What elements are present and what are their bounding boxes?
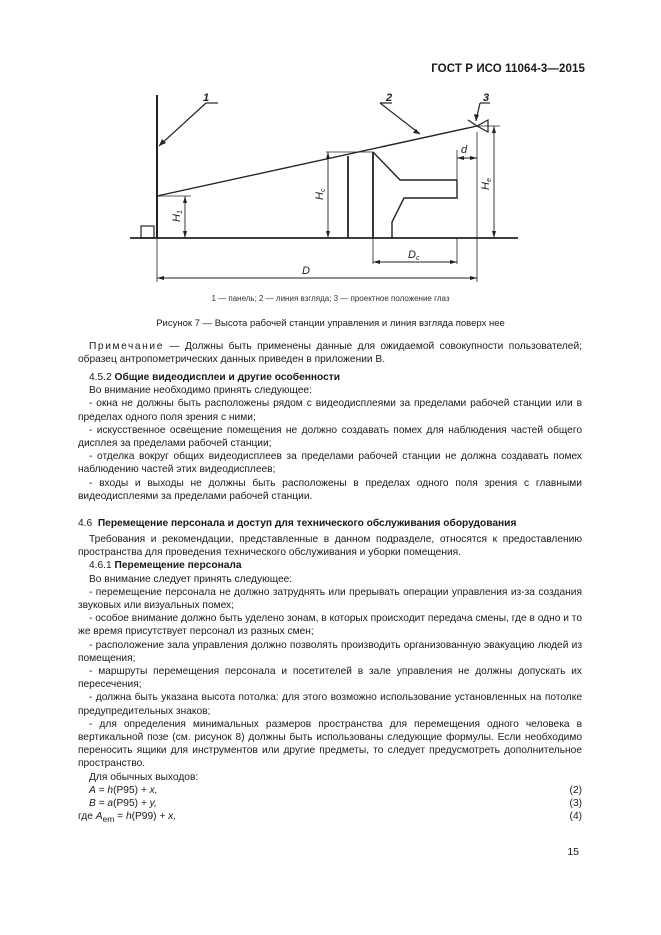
- exits-intro: Для обычных выходов:: [89, 771, 199, 783]
- formula-2-number: (2): [569, 784, 582, 796]
- callout-1: 1: [203, 92, 210, 104]
- he-label: He: [480, 178, 493, 190]
- formula-3-number: (3): [569, 798, 582, 810]
- sight-line: [157, 126, 477, 196]
- figure-legend: 1 — панель; 2 — линия взгляда; 3 — проектное положение глаз: [211, 294, 450, 303]
- s461-intro: Во внимание следует принять следующее:: [89, 573, 293, 585]
- dc-label: Dc: [408, 249, 420, 262]
- formula-2: A = h(P95) + x, (2): [89, 784, 582, 796]
- note-block: [78, 340, 582, 366]
- console-leg: [392, 180, 457, 238]
- floor-block: [141, 226, 154, 238]
- s452-item-3: - отделка вокруг общих видеодисплеев за пределами рабочей станции не должна создавать помех наблюдению частей этих видеодисплеев;: [78, 451, 582, 476]
- console-top: [373, 152, 457, 180]
- s452-intro: Во внимание необходимо принять следующее:: [89, 385, 312, 397]
- callout-2: 2: [386, 92, 393, 104]
- D-label: D: [302, 265, 310, 277]
- s461-item-1: - перемещение персонала не должно затруднять или прерывать операции управления из-за создания звуковых или визуальных помех;: [78, 586, 582, 612]
- document-id: ГОСТ Р ИСО 11064-3—2015: [431, 63, 585, 75]
- page-number: 15: [567, 846, 579, 858]
- s461-item-5: - должна быть указана высота потолка: для этого возможно использование установленных на потолке предупредительных знаков;: [78, 692, 582, 717]
- callout-3: 3: [483, 92, 490, 104]
- s461-item-2: - особое внимание должно быть уделено зонам, в которых происходит передача смены, где в одно и то же время присутствует персонал из разных смен;: [78, 613, 582, 638]
- heading-4-6-1: 4.6.1 Перемещение персонала: [89, 560, 242, 572]
- s461-item-6: - для определения минимальных размеров пространства для перемещения одного человека в вертикальной позе (см. рисунок 8) должны быть использованы следующие формулы. Если необходимо переносить ящики для инструментов или другие предметы, то следует предусмотреть дополнительное пространство.: [78, 718, 582, 770]
- formula-3: B = a(P95) + y, (3): [89, 798, 582, 810]
- note-paragraph: Примечание — Должны быть применены данные для ожидаемой совокупности пользователей; образец антропометрических данных приведен в приложении В.: [78, 341, 582, 366]
- note-text: Должны быть применены данные для ожидаемой совокупности пользователей; образец антропометрических данных приведен в приложении В.: [78, 341, 582, 366]
- formula-4-number: (4): [569, 811, 582, 823]
- s46-text: Требования и рекомендации, представленные в данном подразделе, относятся к предоставлению пространства для проведения технического обслуживания и уборки помещения.: [78, 534, 582, 559]
- s452-item-1: - окна не должны быть расположены рядом с видеодисплеями за пределами рабочей станции или в пределах одного поля зрения с ними;: [78, 398, 582, 423]
- section-4-5-2: [78, 371, 582, 503]
- formula-4: где $A_{em} = h(P99) + x$, (4): [78, 811, 582, 825]
- hc-label: Hc: [314, 188, 327, 200]
- leader-2: [380, 103, 420, 134]
- s452-item-4: - входы и выходы не должны быть расположены в пределах одного поля зрения с главными видеодисплеями за пределами рабочей станции.: [78, 477, 582, 502]
- d-label: d: [461, 144, 468, 156]
- h1-label: H1: [171, 210, 184, 222]
- section-4-6: [78, 517, 582, 530]
- s461-item-3: - расположение зала управления должно позволять производить организованную эвакуацию людей из помещения;: [78, 639, 582, 664]
- leader-1: [159, 103, 206, 146]
- heading-4-5-2: 4.5.2 Общие видеодисплеи и другие особенности: [89, 372, 341, 383]
- s452-item-2: - искусственное освещение помещения не должно создавать помех для наблюдения частей общего дисплея за пределами рабочей станции;: [78, 424, 582, 450]
- section-4-6-body: [78, 533, 582, 823]
- figure-7-diagram: [0, 0, 661, 300]
- note-label: Примечание: [89, 341, 164, 352]
- figure-caption: Рисунок 7 — Высота рабочей станции управления и линия взгляда поверх нее: [156, 318, 505, 329]
- heading-4-6: 4.6 Перемещение персонала и доступ для технического обслуживания оборудования: [78, 518, 517, 529]
- s461-item-4: - маршруты перемещения персонала и посетителей в зале управления не должны допускать их пересечения;: [78, 666, 582, 691]
